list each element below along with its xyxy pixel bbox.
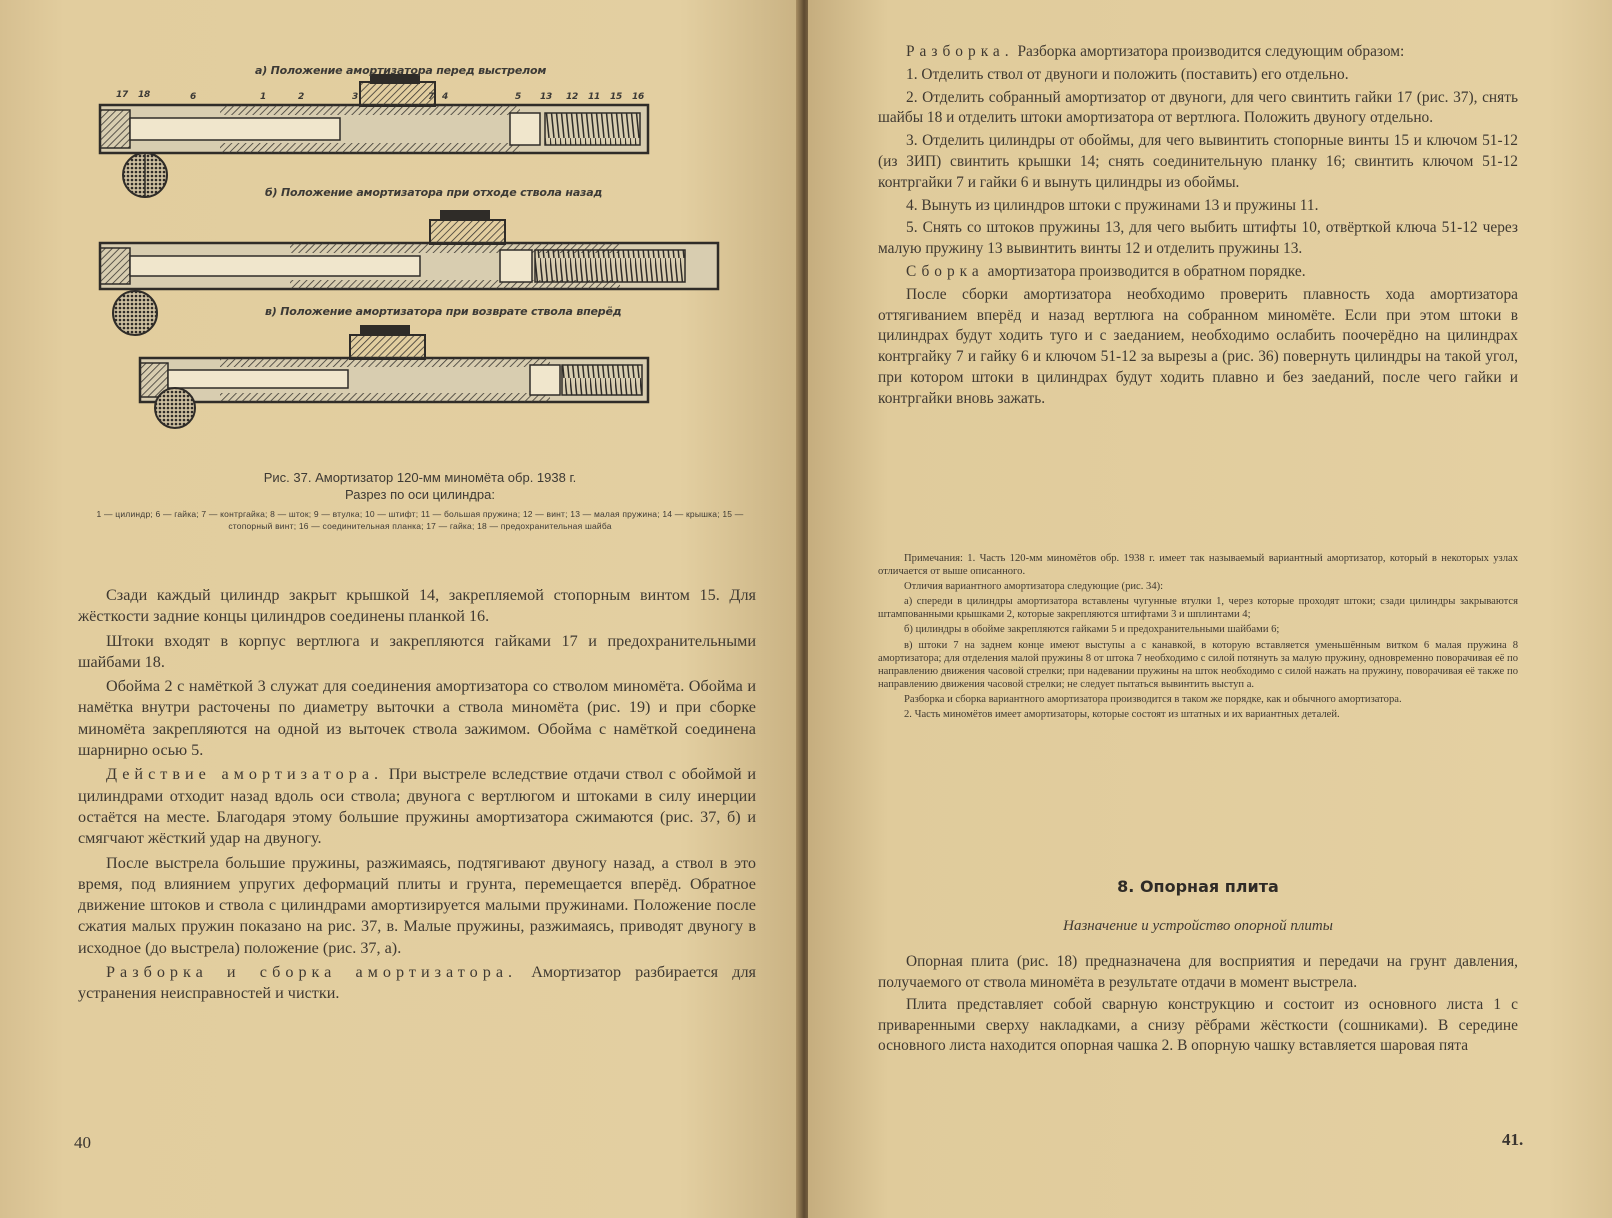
paragraph: Плита представляет собой сварную конструкцию и состоит из основного листа 1 с приваренными сверху накладками, а снизу рёбрами жёсткости (сошниками). В середине основного листа находится опорная чашка 2. В опорную чашку вставляется шаровая пята bbox=[878, 996, 1518, 1054]
sborka-text: амортизатора производится в обратном порядке. bbox=[987, 262, 1306, 280]
paragraph: Опорная плита (рис. 18) предназначена для восприятия и передачи на грунт давления, получаемого от ствола миномёта в результате отдачи в момент выстрела. bbox=[878, 953, 1518, 991]
razborka-intro: Разборка амортизатора производится следующим образом: bbox=[1017, 43, 1405, 60]
paragraph: Штоки входят в корпус вертлюга и закрепляются гайками 17 и предохранительными шайбами 18. bbox=[78, 631, 756, 671]
note-item: в) штоки 7 на заднем конце имеют выступы а с канавкой, в которую вставляется уменьшённым витком 6 малая пружина 8 амортизатора; для отделения малой пружины 8 от штока 7 необходимо с силой потянуть за малую пружину, одновременно поворачивая её по направлению движения часовой стрелки; при надевании пружины на шток необходимо с силой нажать на пружину, поворачивая её также по направлению движения часовой стрелки; не следует пытаться вывинтить выступ а. bbox=[878, 639, 1518, 690]
step-item: 4. Вынуть из цилиндров штоки с пружинами 13 и пружины 11. bbox=[906, 196, 1319, 214]
paragraph-action bbox=[78, 764, 756, 849]
figure-caption-subtitle: Разрез по оси цилиндра: bbox=[345, 487, 495, 502]
figure-label-a: а) Положение амортизатора перед выстрелом bbox=[255, 64, 547, 77]
figure-drawing bbox=[90, 58, 760, 438]
left-body-text bbox=[78, 585, 756, 1008]
callout-11: 11 bbox=[588, 92, 601, 102]
disassembly-text: Амортизатор разбирается для устранения неисправностей и чистки. bbox=[78, 963, 756, 1003]
section-title: 8. Опорная плита bbox=[1117, 877, 1279, 896]
paragraph-disassembly bbox=[78, 962, 756, 1005]
right-bottom-text bbox=[878, 952, 1518, 1059]
right-body-text bbox=[878, 42, 1518, 412]
figure-caption-legend: 1 — цилиндр; 6 — гайка; 7 — контргайка; 8 — шток; 9 — втулка; 10 — штифт; 11 — большая пружина; 12 — винт; 13 — малая пружина; 14 — крышка; 15 — стопорный винт; 16 — соединительная планка; 17 — гайка; 18 — предохранительная шайба bbox=[96, 509, 744, 531]
callout-6: 6 bbox=[190, 92, 197, 102]
callout-18: 18 bbox=[138, 90, 151, 100]
shock-absorber-figure bbox=[90, 58, 760, 438]
action-text: При выстреле вследствие отдачи ствол с обоймой и цилиндрами отходит назад вдоль оси ствола; двунога с вертлюгом и штоками в силу инерции остаётся на месте. Благодаря этому большие пружины амортизатора сжимаются (рис. 37, б) и смягчают жёсткий удар на двуногу. bbox=[78, 765, 757, 848]
action-heading: Действие амортизатора. bbox=[106, 765, 384, 784]
step-item: 3. Отделить цилиндры от обоймы, для чего вывинтить стопорные винты 15 и ключом 51-12 (из ЗИП) свинтить крышки 14; снять соединительную планку 16; свинтить ключом 51-12 контргайки 7 и гайки 6 и вынуть цилиндры из обоймы. bbox=[878, 132, 1518, 191]
callout-7: 7 bbox=[428, 92, 435, 102]
callout-1: 1 bbox=[260, 92, 267, 102]
paragraph: После сборки амортизатора необходимо проверить плавность хода амортизатора оттягиванием вперёд и назад вертлюга на собранном миномёте. Если при этом штоки в цилиндрах будут ходить туго и с заеданием, необходимо ослабить поочерёдно на цилиндрах контргайку 7 и гайку 6 и ключом 51-12 за вырезы а (рис. 36) повернуть цилиндры на такой угол, при котором штоки в цилиндрах будут ходить плавно и без заеданий, после чего гайки и контргайки вновь зажать. bbox=[878, 285, 1518, 407]
disassembly-heading: Разборка и сборка амортизатора. bbox=[106, 963, 518, 982]
paragraph: Сзади каждый цилиндр закрыт крышкой 14, закрепляемой стопорным винтом 15. Для жёсткости задние концы цилиндров соединены планкой 16. bbox=[78, 586, 756, 626]
figure-caption-title: Рис. 37. Амортизатор 120-мм миномёта обр. 1938 г. bbox=[263, 470, 577, 485]
sborka-heading: Сборка bbox=[906, 262, 984, 280]
callout-12: 12 bbox=[566, 92, 579, 102]
page-number-left: 40 bbox=[74, 1133, 91, 1152]
callout-15: 15 bbox=[610, 92, 623, 102]
step-item: 1. Отделить ствол от двуноги и положить (поставить) его отдельно. bbox=[906, 65, 1349, 83]
callout-2: 2 bbox=[298, 92, 305, 102]
step-item: 2. Отделить собранный амортизатор от двуноги, для чего свинтить гайки 17 (рис. 37), снять шайбы 18 и отделить штоки амортизатора от вертлюга. Положить двуногу отдельно. bbox=[878, 88, 1518, 127]
note-item: а) спереди в цилиндры амортизатора вставлены чугунные втулки 1, через которые проходят штоки; сзади цилиндры закрываются штампованными крышками 2, которые закрепляются штифтами 3 и шплинтами 4; bbox=[878, 596, 1518, 621]
paragraph: Обойма 2 с намёткой 3 служат для соединения амортизатора со стволом миномёта. Обойма и намётка внутри расточены по диаметру выточки а ствола миномёта (рис. 19) и при сборке миномёта закрепляются на одной из выточек ствола зажимом. Обойма с намёткой соединена шарнирно осью 5. bbox=[78, 677, 756, 760]
left-page bbox=[0, 0, 800, 1218]
callout-5: 5 bbox=[515, 92, 522, 102]
drawing-c bbox=[140, 325, 648, 428]
paragraph-sborka bbox=[878, 262, 1518, 283]
section-subtitle: Назначение и устройство опорной плиты bbox=[1063, 918, 1333, 934]
note-block bbox=[878, 552, 1518, 723]
note-item: б) цилиндры в обойме закрепляются гайками 5 и предохранительными шайбами 6; bbox=[904, 624, 1280, 636]
note-item: Отличия вариантного амортизатора следующие (рис. 34): bbox=[904, 581, 1164, 593]
note-item: 2. Часть миномётов имеет амортизаторы, которые состоят из штатных и их вариантных деталей. bbox=[904, 709, 1340, 721]
callout-16: 16 bbox=[632, 92, 645, 102]
callout-3: 3 bbox=[352, 92, 359, 102]
callout-17: 17 bbox=[116, 90, 129, 100]
razborka-heading: Разборка. bbox=[906, 43, 1014, 60]
note-item: Разборка и сборка вариантного амортизатора производится в таком же порядке, как и обычного амортизатора. bbox=[904, 693, 1402, 705]
note-item: Примечания: 1. Часть 120-мм миномётов обр. 1938 г. имеет так называемый вариантный амортизатор, который в некоторых узлах отличается от выше описанного. bbox=[878, 553, 1518, 578]
page-number-right: 41. bbox=[1502, 1130, 1524, 1149]
figure-label-b: б) Положение амортизатора при отходе ствола назад bbox=[265, 186, 603, 199]
step-item: 5. Снять со штоков пружины 13, для чего выбить штифты 10, отвёрткой ключа 51-12 через малую пружину 13 вывинтить винты 12 и отделить пружины 13. bbox=[878, 219, 1518, 258]
paragraph-razborka bbox=[878, 42, 1518, 63]
paragraph: После выстрела большие пружины, разжимаясь, подтягивают двуногу назад, а ствол в это время, под влиянием упругих деформаций плиты и грунта, перемещается вперёд. Обратное движение штоков и ствола с цилиндрами амортизируется малыми пружинами. Положение после сжатия малых пружин показано на рис. 37, в. Малые пружины, разжимаясь, приводят двуногу в исходное (до выстрела) положение (рис. 37, а). bbox=[78, 853, 756, 957]
figure-label-c: в) Положение амортизатора при возврате ствола вперёд bbox=[265, 305, 622, 318]
callout-4: 4 bbox=[442, 92, 449, 102]
callout-13: 13 bbox=[540, 92, 553, 102]
